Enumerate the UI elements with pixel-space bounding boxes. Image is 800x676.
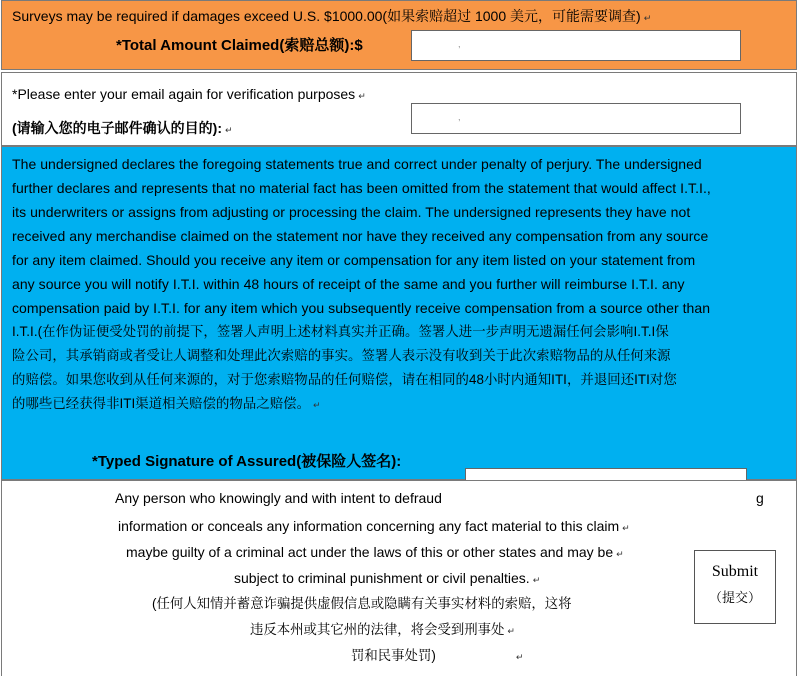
- submit-button[interactable]: [694, 550, 776, 624]
- declaration-line: further declares and represents that no material fact has been omitted from the statement that would affect I.T.I.,: [12, 180, 711, 196]
- total-amount-input[interactable]: ,: [411, 30, 741, 61]
- declaration-line: The undersigned declares the foregoing statements true and correct under penalty of perjury. The undersigned: [12, 156, 702, 172]
- total-amount-label: *Total Amount Claimed(索赔总额):$: [116, 37, 363, 54]
- warning-line: subject to criminal punishment or civil penalties. ↵: [234, 570, 541, 586]
- survey-notice: Surveys may be required if damages exceed U.S. $1000.00(如果索赔超过 1000 美元，可能需要调查) ↵: [12, 8, 652, 24]
- submit-label-en: Submit: [711, 563, 759, 580]
- declaration-line: for any item claimed. Should you receive any item or compensation for any item listed on your statement from: [12, 252, 696, 268]
- declaration-line: compensation paid by I.T.I. for any item which you subsequently receive compensation from a source other than: [12, 300, 711, 316]
- declaration-line: its underwriters or assigns from adjusting or processing the claim. The undersigned represents they have not: [12, 204, 691, 220]
- declaration-line: 的赔偿。如果您收到从任何来源的，对于您索赔物品的任何赔偿，请在相同的48小时内通知ITI，并退回还ITI对您: [12, 372, 677, 387]
- warning-line: 违反本州或其它州的法律，将会受到刑事处 ↵: [250, 622, 515, 637]
- warning-line: information or conceals any information concerning any fact material to this claim ↵: [118, 518, 630, 534]
- submit-label-zh: （提交）: [708, 590, 761, 605]
- declaration-line: I.T.I.(在作伪证便受处罚的前提下，签署人声明上述材料真实并正确。签署人进一步声明无遗漏任何会影响I.T.I保: [12, 324, 669, 339]
- warning-line: 罚和民事处罚) ↵: [351, 648, 524, 663]
- declaration-line: received any merchandise claimed on the statement nor have they received any compensation from any source: [12, 228, 709, 244]
- signature-label: *Typed Signature of Assured(被保险人签名):: [92, 453, 402, 470]
- warning-line: (任何人知情并蓄意诈骗提供虚假信息或隐瞒有关事实材料的索赔，这将: [152, 596, 572, 611]
- email-confirm-input[interactable]: ,: [411, 103, 741, 134]
- declaration-line: 的哪些已经获得非ITI渠道相关赔偿的物品之赔偿。 ↵: [12, 396, 321, 411]
- fraud-warning-section: [1, 480, 797, 676]
- declaration-line: any source you will notify I.T.I. within 48 hours of receipt of the same and you further will reimburse I.T.I. any: [12, 276, 685, 292]
- email-label-en: *Please enter your email again for verification purposes ↵: [12, 86, 366, 102]
- warning-line: Any person who knowingly and with intent to defraud: [115, 490, 442, 506]
- email-label-zh: (请输入您的电子邮件确认的目的): ↵: [12, 120, 233, 136]
- warning-hidden-fragment: g: [756, 490, 764, 506]
- warning-line: maybe guilty of a criminal act under the laws of this or other states and may be ↵: [126, 544, 624, 560]
- declaration-line: 险公司，其承销商或者受让人调整和处理此次索赔的事实。签署人表示没有收到关于此次索赔物品的从任何来源: [12, 348, 671, 363]
- declaration-section: [1, 146, 797, 480]
